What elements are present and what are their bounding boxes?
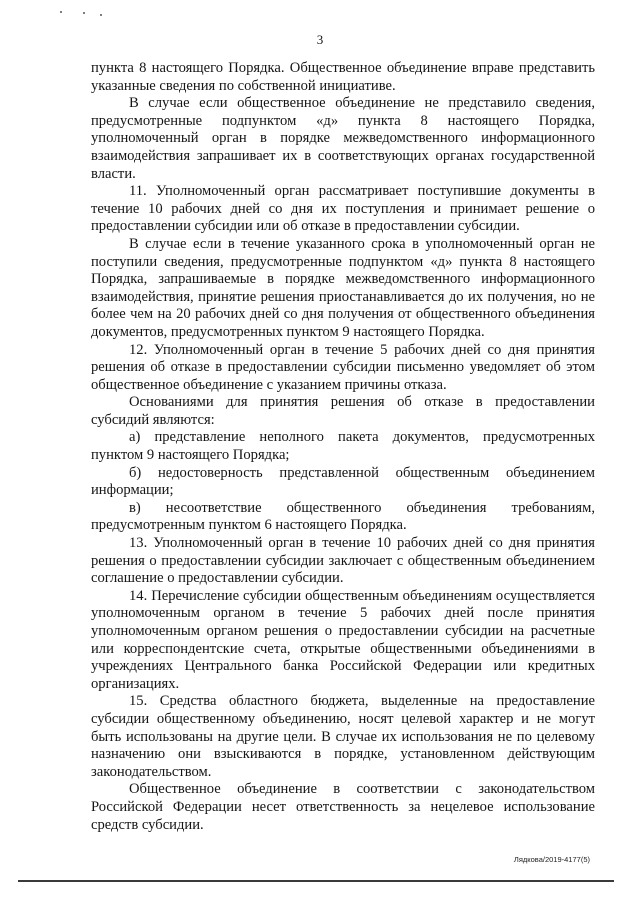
- paragraph: пункта 8 настоящего Порядка. Общественное объединение вправе представить указанные сведения по собственной инициативе.: [91, 60, 595, 94]
- paragraph-clause-14: 14. Перечисление субсидии общественным объединениям осуществляется уполномоченным органом в течение 5 рабочих дней после принятия уполномоченным органом решения о предоставлении субсидии на расчетные или корреспондентские счета, открытые общественными объединениями в учреждениях Центрального банка Российской Федерации или кредитных организациях.: [91, 587, 595, 692]
- scan-speck: [83, 12, 85, 14]
- list-item-a: а) представление неполного пакета документов, предусмотренных пунктом 9 настоящего Порядка;: [91, 429, 595, 464]
- scan-speck: [60, 11, 62, 13]
- paragraph: Основаниями для принятия решения об отказе в предоставлении субсидий являются:: [91, 394, 595, 428]
- paragraph: В случае если общественное объединение не представило сведения, предусмотренные подпунктом «д» пункта 8 настоящего Порядка, уполномоченный орган в порядке межведомственного информационного взаимодействия запрашивает их в соответствующих органах государственной власти.: [91, 95, 595, 182]
- document-registration-code: Лядкова/2019-4177(5): [513, 855, 590, 864]
- list-item-b: б) недостоверность представленной общественным объединением информации;: [91, 464, 595, 499]
- bottom-divider: [18, 880, 614, 882]
- paragraph-clause-12: 12. Уполномоченный орган в течение 5 рабочих дней со дня принятия решения об отказе в предоставлении субсидии письменно уведомляет об этом общественное объединение с указанием причины отказа.: [91, 341, 595, 393]
- page-number: 3: [316, 32, 324, 47]
- document-body: [91, 60, 595, 834]
- scan-speck: [100, 14, 102, 16]
- list-item-c: в) несоответствие общественного объединения требованиям, предусмотренным пунктом 6 настоящего Порядка.: [91, 499, 595, 534]
- paragraph-clause-15: 15. Средства областного бюджета, выделенные на предоставление субсидии общественному объединению, носят целевой характер и не могут быть использованы на другие цели. В случае их использования не по целевому назначению они взыскиваются в порядке, установленном действующим законодательством.: [91, 693, 595, 780]
- paragraph: Общественное объединение в соответствии с законодательством Российской Федерации несет ответственность за нецелевое использование средств субсидии.: [91, 781, 595, 833]
- paragraph: В случае если в течение указанного срока в уполномоченный орган не поступили сведения, предусмотренные подпунктом «д» пункта 8 настоящего Порядка, запрашиваемые в порядке межведомственного информационного взаимодействия, принятие решения приостанавливается до их получения, но не более чем на 20 рабочих дней со дня получения от общественного объединения документов, предусмотренных пунктом 9 настоящего Порядка.: [91, 235, 595, 340]
- paragraph-clause-11: 11. Уполномоченный орган рассматривает поступившие документы в течение 10 рабочих дней со дня их поступления и принимает решение о предоставлении субсидии или об отказе в предоставлении субсидии.: [91, 183, 595, 235]
- paragraph-clause-13: 13. Уполномоченный орган в течение 10 рабочих дней со дня принятия решения о предоставлении субсидии заключает с общественным объединением соглашение о предоставлении субсидии.: [91, 535, 595, 587]
